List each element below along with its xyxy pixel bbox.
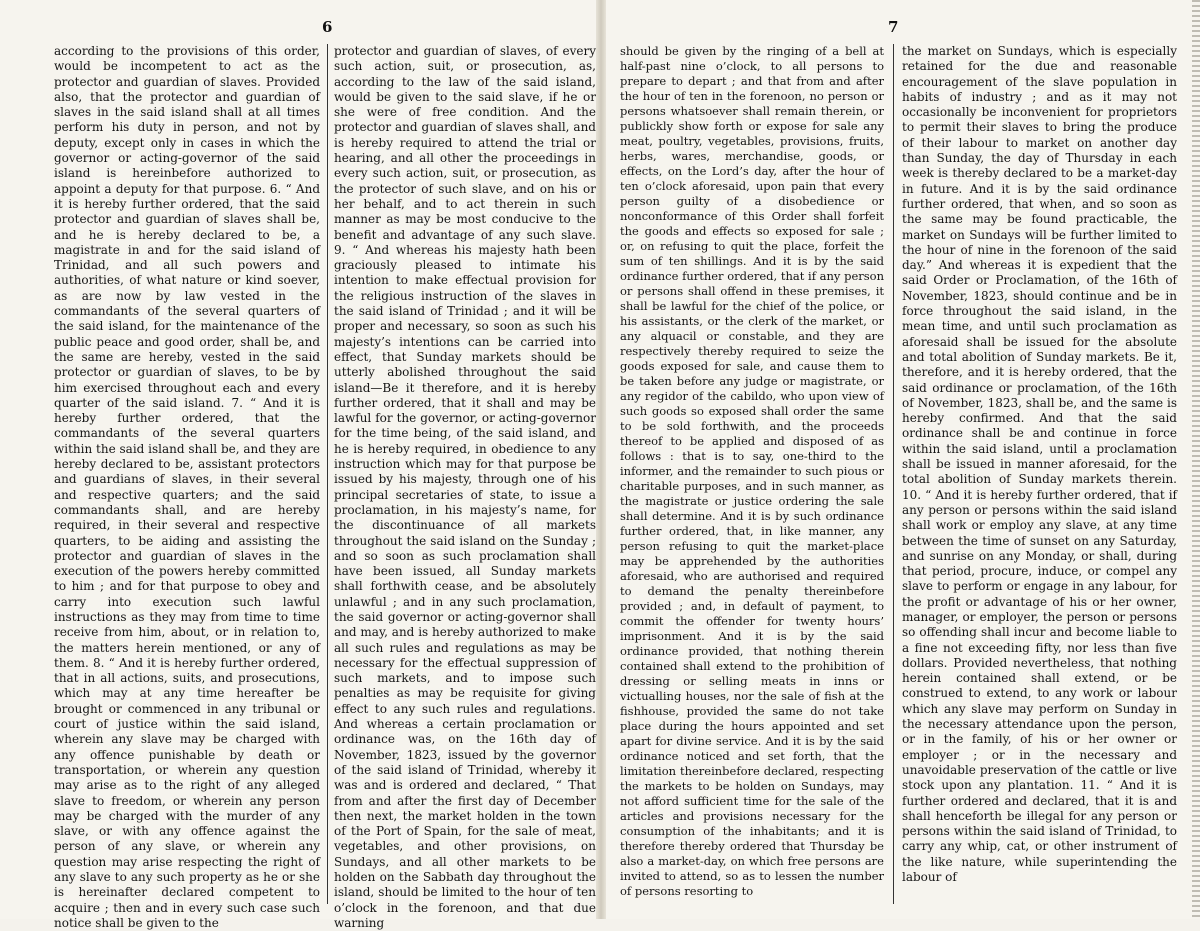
column-rule-left	[327, 44, 328, 904]
column-text: should be given by the ringing of a bell at half-past nine o’clock, to all persons to prepare to depart ; and that from and after the hour of ten in the forenoon, no person or persons whatsoever shall remain therein, or publickly show forth or expose for sale any meat, poultry, vegetables, provisions, fruits, herbs, wares, merchandise, goods, or effects, on the Lord’s day, after the hour of ten o’clock aforesaid, upon pain that every person guilty of a disobedience or nonconformance of this Order shall forfeit the goods and effects so exposed for sale ; or, on refusing to quit the place, forfeit the sum of ten shillings. And it is by the said ordinance further ordered, that if any person or persons shall offend in these premises, it shall be lawful for the chief of the police, or his assistants, or the clerk of the market, or any alquacil or constable, and they are respectively thereby required to seize the goods exposed for sale, and cause them to be taken before any judge or magistrate, or any regidor of the cabildo, who upon view of such goods so exposed shall order the same to be sold forthwith, and the proceeds thereof to be applied and disposed of as follows : that is to say, one-third to the informer, and the remainder to such pious or charitable purposes, and in such manner, as the magistrate or justice ordering the sale shall determine. And it is by such ordinance further ordered, that, in like manner, any person refusing to quit the market-place may be apprehended by the authorities aforesaid, who are authorised and required to demand the penalty thereinbefore provided ; and, in default of payment, to commit the offender for twenty hours’ imprisonment. And it is by the said ordinance provided, that nothing therein contained shall extend to the prohibition of dressing or selling meats in inns or victualling houses, nor the sale of fish at the fishhouse, provided the same do not take place during the hours appointed and set apart for divine service. And it is by the said ordinance noticed and set forth, that the limitation thereinbefore declared, respecting the markets to be holden on Sundays, may not afford sufficient time for the sale of the articles and provisions necessary for the consumption of the inhabitants; and it is therefore thereby ordered that Thursday be also a market-day, on which free persons are invited to attend, so as to lessen the number of persons resorting to	[620, 44, 884, 898]
left-page-column-2	[334, 44, 596, 930]
right-page-column-2	[902, 44, 1177, 916]
left-page-column-1	[54, 44, 320, 930]
page-number-right: 7	[888, 18, 899, 36]
right-page-column-1	[620, 44, 884, 916]
column-text: according to the provisions of this order, would be incompetent to act as the protector and guardian of slaves. Provided also, that the protector and guardian of slaves in the said island shall at all times perform his duty in person, and not by deputy, except only in cases in which the governor or acting-governor of the said island is hereinbefore authorized to appoint a deputy for that purpose. 6. “ And it is hereby further ordered, that the said protector and guardian of slaves shall be, and he is hereby declared to be, a magistrate in and for the said island of Trinidad, and all such powers and authorities, of what nature or kind soever, as are now by law vested in the commandants of the several quarters of the said island, for the maintenance of the public peace and good order, shall be, and the same are hereby, vested in the said protector or guardian of slaves, to be by him exercised throughout each and every quarter of the said island. 7. “ And it is hereby further ordered, that the commandants of the several quarters within the said island shall be, and they are hereby declared to be, assistant protectors and guardians of slaves, in their several and respective quarters; and the said commandants shall, and are hereby required, in their several and respective quarters, to be aiding and assisting the protector and guardian of slaves in the execution of the powers hereby committed to him ; and for that purpose to obey and carry into execution such lawful instructions as they may from time to time receive from him, about, or in relation to, the matters herein mentioned, or any of them. 8. “ And it is hereby further ordered, that in all actions, suits, and prosecutions, which may at any time hereafter be brought or commenced in any tribunal or court of justice within the said island, wherein any slave may be charged with any offence punishable by death or transportation, or wherein any question may arise as to the right of any alleged slave to freedom, or wherein any person may be charged with the murder of any slave, or with any offence against the person of any slave, or wherein any question may arise respecting the right of any slave to any such property as he or she is hereinafter declared competent to acquire ; then and in every such case such notice shall be given to the	[54, 44, 320, 930]
column-text: protector and guardian of slaves, of every such action, suit, or prosecution, as, according to the law of the said island, would be given to the said slave, if he or she were of free condition. And the protector and guardian of slaves shall, and is hereby required to attend the trial or hearing, and all other the proceedings in every such action, suit, or prosecution, as the protector of such slave, and on his or her behalf, and to act therein in such manner as may be most conducive to the benefit and advantage of any such slave. 9. “ And whereas his majesty hath been graciously pleased to intimate his intention to make effectual provision for the religious instruction of the slaves in the said island of Trinidad ; and it will be proper and necessary, so soon as such his majesty’s intentions can be carried into effect, that Sunday markets should be utterly abolished throughout the said island—Be it therefore, and it is hereby further ordered, that it shall and may be lawful for the governor, or acting-governor for the time being, of the said island, and he is hereby required, in obedience to any instruction which may for that purpose be issued by his majesty, through one of his principal secretaries of state, to issue a proclamation, in his majesty’s name, for the discontinuance of all markets throughout the said island on the Sunday ; and so soon as such proclamation shall have been issued, all Sunday markets shall forthwith cease, and be absolutely unlawful ; and in any such proclamation, the said governor or acting-governor shall and may, and is hereby authorized to make all such rules and regulations as may be necessary for the effectual suppression of such markets, and to impose such penalties as may be requisite for giving effect to any such rules and regulations. And whereas a certain proclamation or ordinance was, on the 16th day of November, 1823, issued by the governor of the said island of Trinidad, whereby it was and is ordered and declared, “ That from and after the first day of December then next, the market holden in the town of the Port of Spain, for the sale of meat, vegetables, and other provisions, on Sundays, and all other markets to be holden on the Sabbath day throughout the island, should be limited to the hour of ten o’clock in the forenoon, and that due warning	[334, 44, 596, 930]
column-rule-right	[893, 44, 894, 904]
page-gutter	[596, 0, 606, 919]
column-text: the market on Sundays, which is especially retained for the due and reasonable encouragement of the slave population in habits of industry ; and as it may not occasionally be inconvenient for proprietors to permit their slaves to bring the produce of their labour to market on another day than Sunday, the day of Thursday in each week is thereby declared to be a market-day in future. And it is by the said ordinance further ordered, that when, and so soon as the same may be found practicable, the market on Sundays will be further limited to the hour of nine in the forenoon of the said day.” And whereas it is expedient that the said Order or Proclamation, of the 16th of November, 1823, should continue and be in force throughout the said island, in the mean time, and until such proclamation as aforesaid shall be issued for the absolute and total abolition of Sunday markets. Be it, therefore, and it is hereby ordered, that the said ordinance or proclamation, of the 16th of November, 1823, shall be, and the same is hereby confirmed. And that the said ordinance shall be and continue in force within the said island, until a proclamation shall be issued in manner aforesaid, for the total abolition of Sunday markets therein. 10. “ And it is hereby further ordered, that if any person or persons within the said island shall work or employ any slave, at any time between the time of sunset on any Saturday, and sunrise on any Monday, or shall, during that period, procure, induce, or compel any slave to perform or engage in any labour, for the profit or advantage of his or her owner, manager, or employer, the person or persons so offending shall incur and become liable to a fine not exceeding fifty, nor less than five dollars. Provided nevertheless, that nothing herein contained shall extend, or be construed to extend, to any work or labour which any slave may perform on Sunday in the necessary attendance upon the person, or in the family, of his or her owner or employer ; or in the necessary and unavoidable preservation of the cattle or live stock upon any plantation. 11. “ And it is further ordered and declared, that it is and shall henceforth be illegal for any person or persons within the said island of Trinidad, to carry any whip, cat, or other instrument of the like nature, while superintending the labour of	[902, 44, 1177, 885]
page-edge	[1192, 0, 1200, 919]
page-number-left: 6	[322, 18, 333, 36]
